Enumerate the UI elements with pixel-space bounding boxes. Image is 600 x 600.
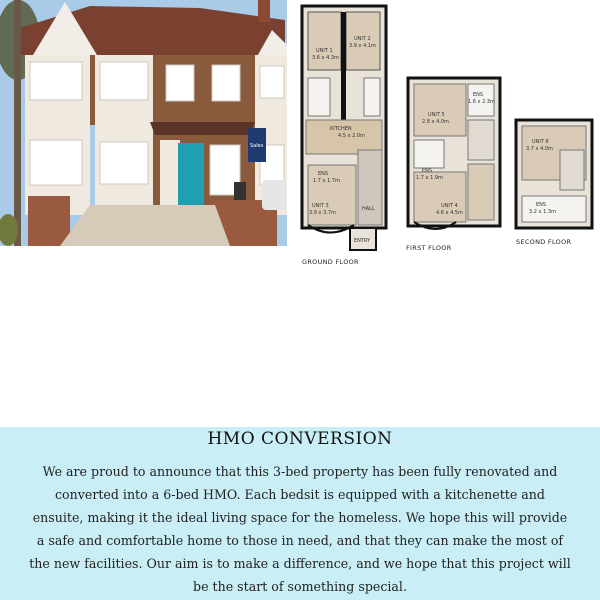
- info-title: HMO CONVERSION: [207, 429, 393, 449]
- ens-first-1-size: 1.6 x 2.3m: [468, 99, 495, 105]
- ens-second-label: ENS: [536, 202, 547, 208]
- info-panel: [0, 427, 600, 600]
- ens-second-size: 3.2 x 1.3m: [529, 209, 556, 215]
- ens-first-2-label: ENS: [422, 168, 433, 174]
- ens-first-2-size: 1.7 x 1.9m: [416, 175, 443, 181]
- info-body: We are proud to announce that this 3-bed property has been fully renovated and converted into a 6-bed HMO. Each bedsit is equipped with a kitchenette and ensuite, making it the ideal living space for the homeless. We hope this will provide a safe and comfortable home to those in need, and that they can make the most of the new facilities. Our aim is to make a difference, and we hope that this project will be the start of something special.: [29, 464, 571, 594]
- unit4-label: UNIT 4: [441, 203, 458, 209]
- unit6-label: UNIT 6: [532, 139, 549, 145]
- unit3-label: UNIT 3: [312, 203, 329, 209]
- house-illustration: [0, 0, 287, 246]
- kitchen-label: KITCHEN: [330, 126, 352, 132]
- hall-label: HALL: [362, 206, 375, 212]
- second-floor-plan: [516, 120, 592, 228]
- ground-floor-plan: [302, 6, 386, 250]
- first-floor-plan: [408, 78, 500, 229]
- sign-text: Sales: [250, 143, 264, 149]
- ens-ground-size: 1.7 x 1.7m: [313, 178, 340, 184]
- floor-plans: [296, 0, 600, 270]
- unit2-size: 3.9 x 4.1m: [349, 43, 376, 49]
- kitchen-size: 4.5 x 2.0m: [338, 133, 365, 139]
- unit5-size: 2.8 x 4.0m: [422, 119, 449, 125]
- ens-ground-label: ENS: [318, 171, 329, 177]
- ground-floor-label: GROUND FLOOR: [302, 258, 359, 266]
- unit1-label: UNIT 1: [316, 48, 333, 54]
- floor-plan-drawing: [296, 0, 600, 255]
- unit4-size: 4.6 x 4.5m: [436, 210, 463, 216]
- house-photo: [0, 0, 287, 246]
- unit5-label: UNIT 5: [428, 112, 445, 118]
- unit6-size: 3.7 x 4.0m: [526, 146, 553, 152]
- unit1-size: 3.6 x 4.3m: [312, 55, 339, 61]
- first-floor-label: FIRST FLOOR: [406, 244, 452, 252]
- entry-label: ENTRY: [354, 238, 371, 244]
- ens-first-1-label: ENS: [473, 92, 484, 98]
- unit3-size: 3.9 x 3.7m: [309, 210, 336, 216]
- unit2-label: UNIT 2: [354, 36, 371, 42]
- second-floor-label: SECOND FLOOR: [516, 238, 572, 246]
